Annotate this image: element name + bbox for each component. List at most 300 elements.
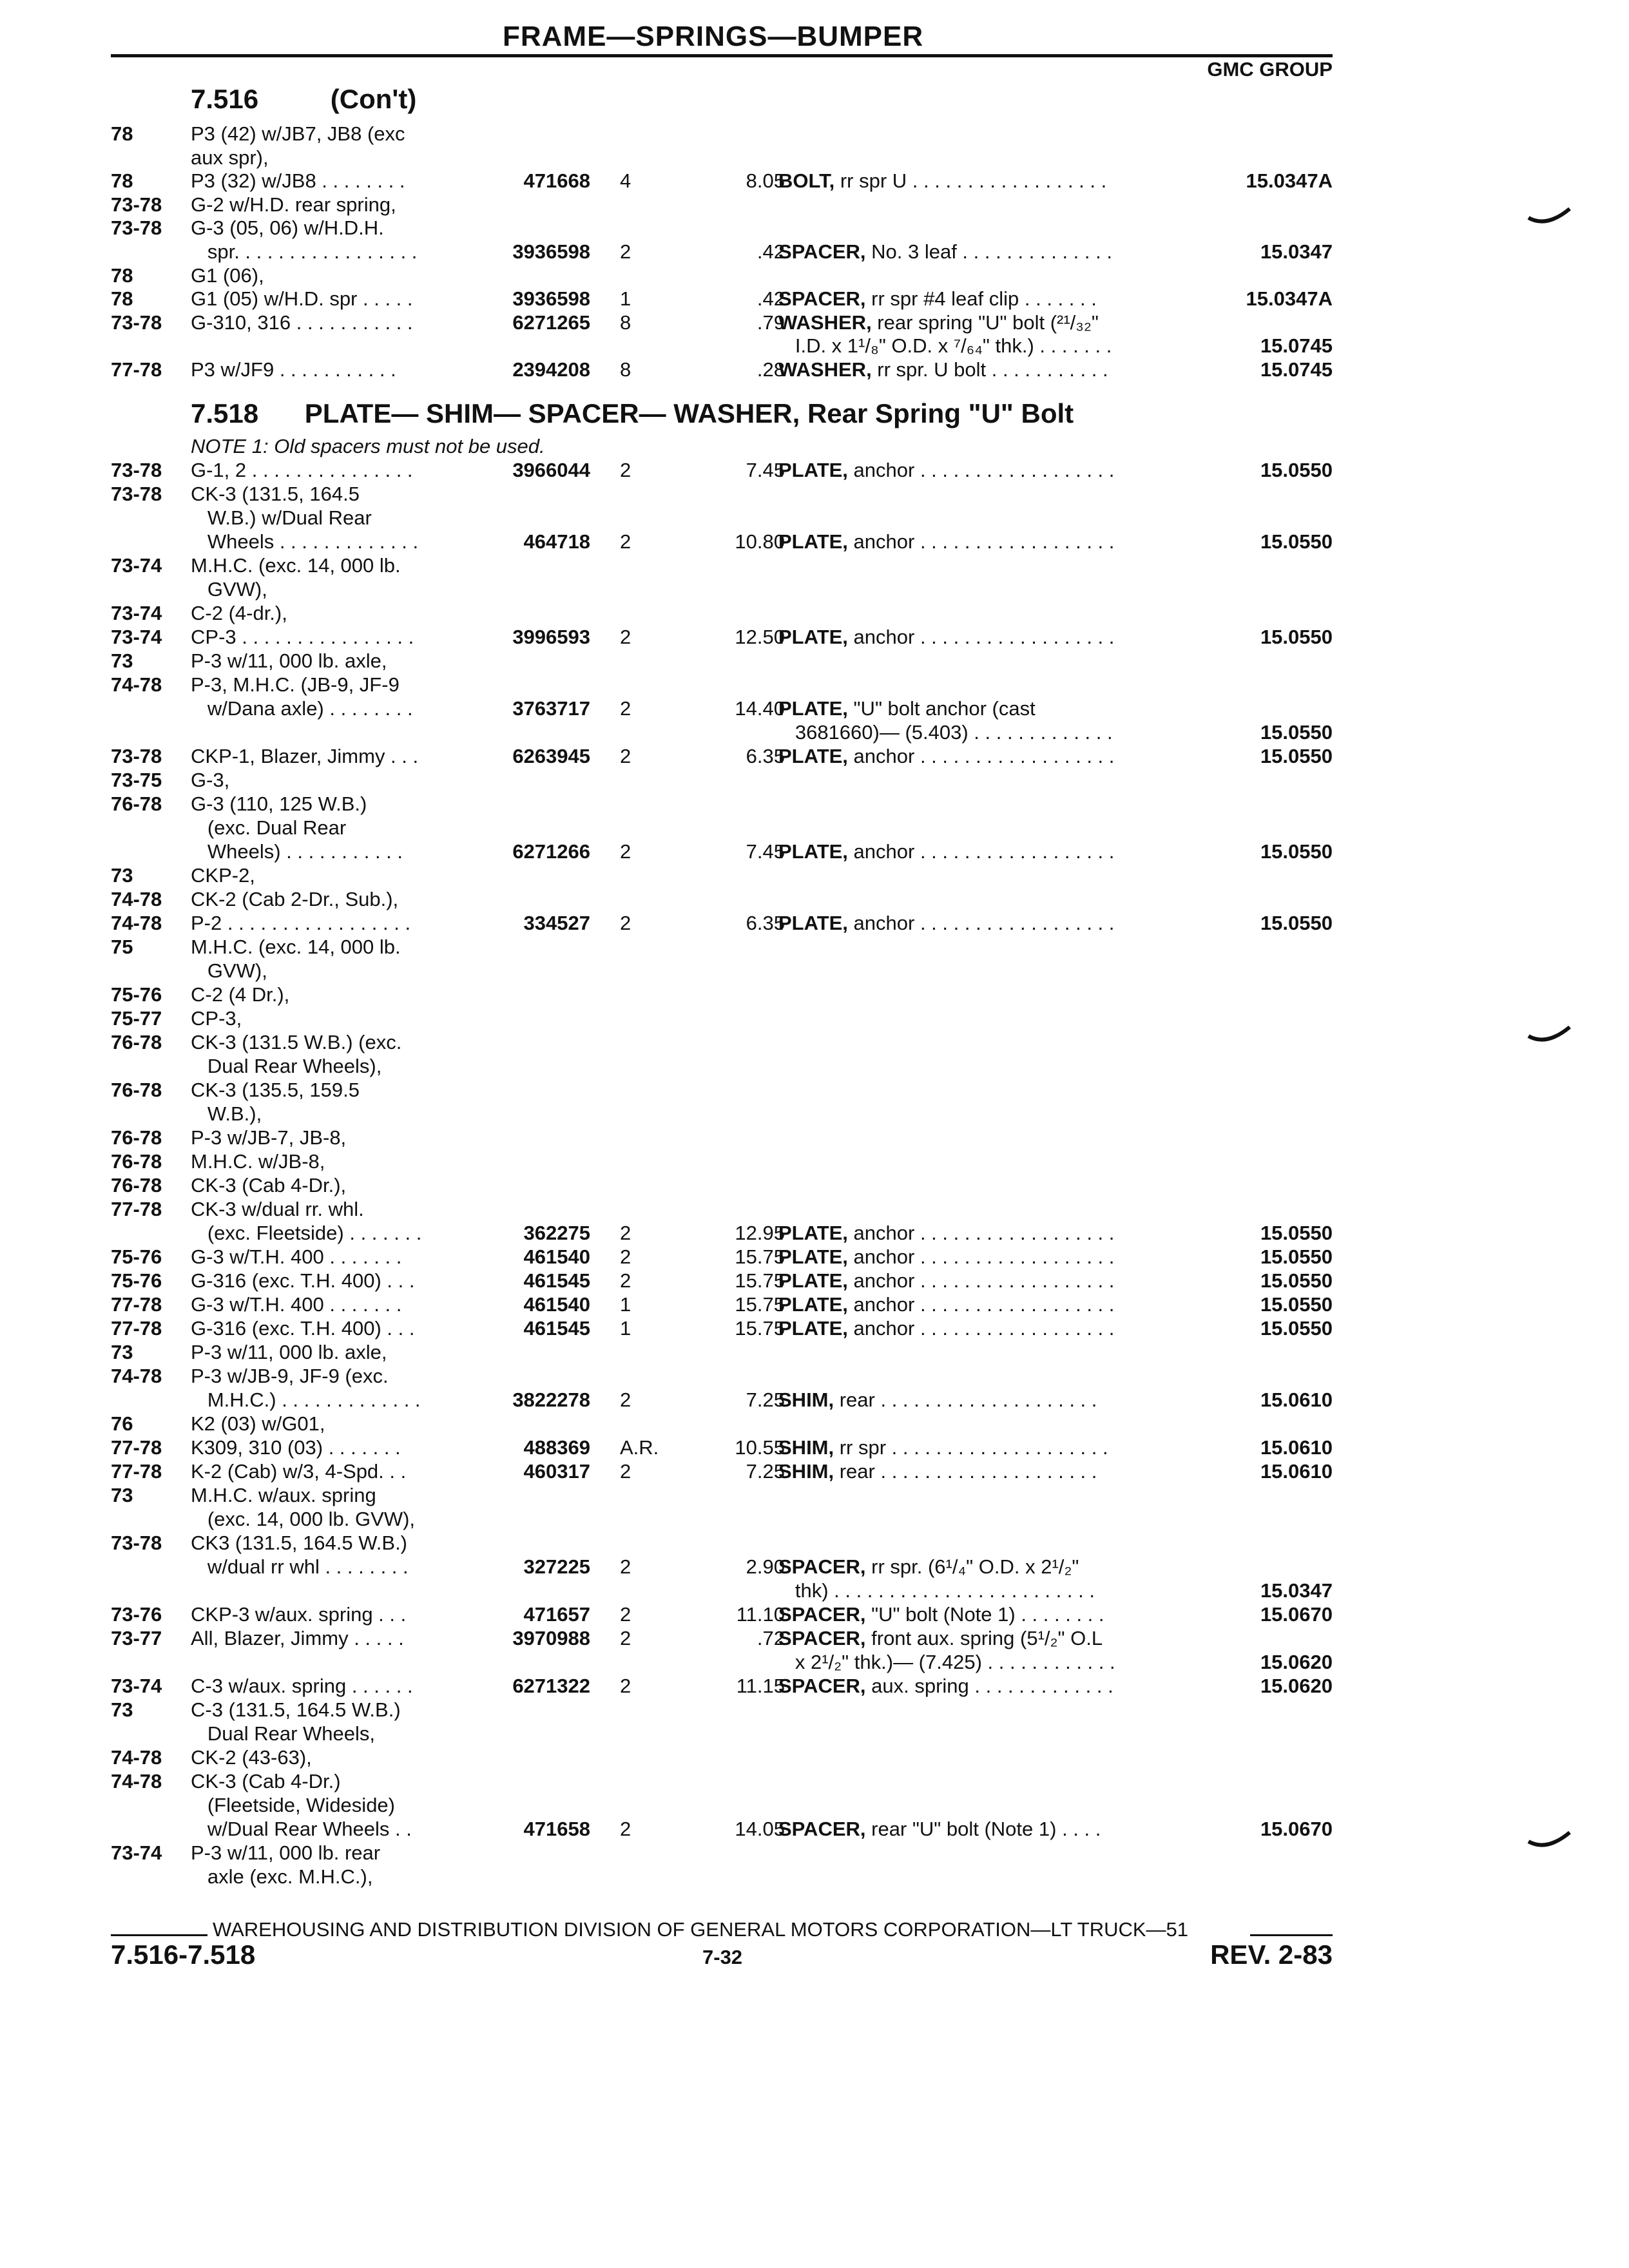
description	[778, 1460, 1097, 1483]
description	[778, 912, 1114, 935]
year-range: 74-78	[111, 673, 162, 696]
quantity: 2	[620, 1818, 631, 1840]
description	[778, 1436, 1108, 1459]
table-row	[0, 578, 1629, 602]
table-row	[0, 483, 1629, 507]
year-range: 73-74	[111, 1841, 162, 1864]
application: Dual Rear Wheels),	[191, 1055, 382, 1077]
table-row	[0, 1746, 1629, 1771]
section-number: 7.518	[191, 398, 259, 428]
price: 7.45	[746, 459, 785, 481]
item-detail: anchor . . . . . . . . . . . . . . . . . .	[847, 626, 1115, 648]
year-range: 76-78	[111, 1126, 162, 1149]
application: CK-3 (131.5, 164.5	[191, 483, 360, 505]
application: P-3 w/11, 000 lb. axle,	[191, 649, 387, 672]
reference-number: 15.0610	[1260, 1389, 1333, 1411]
part-number: 327225	[523, 1555, 590, 1578]
table-row	[0, 122, 1629, 147]
table-row	[0, 840, 1629, 865]
price: .28	[757, 358, 785, 381]
description	[778, 311, 1099, 334]
application: CK-3 w/dual rr. whl.	[191, 1198, 364, 1220]
year-range: 75-76	[111, 983, 162, 1006]
quantity: 1	[620, 1317, 631, 1340]
table-row	[0, 1389, 1629, 1413]
description	[778, 1627, 1103, 1650]
item-detail: rr spr #4 leaf clip . . . . . . .	[865, 287, 1097, 310]
table-row	[0, 1198, 1629, 1222]
item-detail: I.D. x 1¹/₈" O.D. x ⁷/₆₄" thk.) . . . . . . .	[778, 334, 1112, 357]
part-number: 362275	[523, 1222, 590, 1244]
part-number: 6271265	[512, 311, 590, 334]
year-range: 75-76	[111, 1269, 162, 1292]
application: W.B.) w/Dual Rear	[191, 506, 372, 529]
part-number: 2394208	[512, 358, 590, 381]
reference-number: 15.0550	[1260, 626, 1333, 648]
table-row	[0, 459, 1629, 483]
year-range: 73-74	[111, 1675, 162, 1697]
price: 12.50	[735, 626, 785, 648]
year-range: 73-74	[111, 626, 162, 648]
quantity: 2	[620, 1245, 631, 1268]
quantity: 2	[620, 1627, 631, 1649]
application: CKP-2,	[191, 864, 255, 887]
part-number: 461545	[523, 1317, 590, 1340]
application: CK-3 (131.5 W.B.) (exc.	[191, 1031, 402, 1053]
part-number: 3996593	[512, 626, 590, 648]
year-range: 77-78	[111, 1293, 162, 1316]
application: P-3 w/JB-9, JF-9 (exc.	[191, 1365, 389, 1387]
reference-number: 15.0347A	[1246, 169, 1333, 192]
part-number: 471657	[523, 1603, 590, 1626]
table-row	[0, 311, 1629, 336]
quantity: 2	[620, 1603, 631, 1626]
table-row	[0, 1436, 1629, 1461]
application: GVW),	[191, 959, 267, 982]
item-detail: rear . . . . . . . . . . . . . . . . . . . .	[834, 1460, 1097, 1483]
year-range: 73	[111, 649, 133, 672]
table-row	[0, 1603, 1629, 1628]
reference-number: 15.0550	[1260, 1245, 1333, 1268]
table-row	[0, 816, 1629, 841]
year-range: 77-78	[111, 1317, 162, 1340]
application: M.H.C. (exc. 14, 000 lb.	[191, 554, 401, 577]
reference-number: 15.0550	[1260, 530, 1333, 553]
application: G-3 (05, 06) w/H.D.H.	[191, 216, 384, 239]
application: M.H.C.) . . . . . . . . . . . . .	[191, 1389, 421, 1411]
footer-revision: REV. 2-83	[1210, 1939, 1333, 1970]
application: aux spr),	[191, 146, 269, 169]
table-row	[0, 626, 1629, 650]
table-row	[0, 1555, 1629, 1580]
year-range: 78	[111, 287, 133, 310]
item-detail: 3681660)— (5.403) . . . . . . . . . . . . .	[778, 721, 1113, 744]
application: K-2 (Cab) w/3, 4-Spd. . .	[191, 1460, 407, 1483]
quantity: 2	[620, 1389, 631, 1411]
application: P-3 w/11, 000 lb. rear	[191, 1841, 381, 1864]
application: P-3, M.H.C. (JB-9, JF-9	[191, 673, 400, 696]
year-range: 73-78	[111, 216, 162, 239]
item-name: SPACER,	[778, 1603, 866, 1626]
application: CKP-3 w/aux. spring . . .	[191, 1603, 407, 1626]
binder-tick-mark	[1527, 1024, 1572, 1048]
table-row	[0, 1532, 1629, 1556]
table-row	[0, 1484, 1629, 1508]
year-range: 73-74	[111, 554, 162, 577]
reference-number: 15.0610	[1260, 1460, 1333, 1483]
application: CK-3 (Cab 4-Dr.),	[191, 1174, 347, 1196]
description	[778, 169, 1106, 193]
application: M.H.C. w/aux. spring	[191, 1484, 376, 1506]
year-range: 73-78	[111, 483, 162, 505]
application: G-2 w/H.D. rear spring,	[191, 193, 396, 216]
item-detail: anchor . . . . . . . . . . . . . . . . . .	[847, 745, 1115, 767]
table-row	[0, 554, 1629, 579]
application: CP-3,	[191, 1007, 242, 1030]
table-row	[0, 602, 1629, 626]
table-row	[0, 745, 1629, 769]
year-range: 73-74	[111, 602, 162, 624]
section-heading-7518	[191, 398, 1074, 429]
table-row	[0, 649, 1629, 674]
application: P-3 w/JB-7, JB-8,	[191, 1126, 347, 1149]
page-title: FRAME—SPRINGS—BUMPER	[503, 21, 924, 52]
application: All, Blazer, Jimmy . . . . .	[191, 1627, 404, 1649]
part-number: 460317	[523, 1460, 590, 1483]
table-row	[0, 1150, 1629, 1175]
quantity: 2	[620, 1555, 631, 1578]
application: (exc. Dual Rear	[191, 816, 347, 839]
table-row	[0, 1841, 1629, 1866]
application: CP-3 . . . . . . . . . . . . . . . .	[191, 626, 414, 648]
description	[778, 334, 1112, 358]
year-range: 77-78	[111, 358, 162, 381]
item-detail: rr spr. U bolt . . . . . . . . . . .	[871, 358, 1108, 381]
reference-number: 15.0550	[1260, 1222, 1333, 1244]
year-range: 78	[111, 264, 133, 287]
table-row	[0, 264, 1629, 289]
reference-number: 15.0745	[1260, 334, 1333, 357]
application: w/Dana axle) . . . . . . . .	[191, 697, 413, 720]
year-range: 77-78	[111, 1436, 162, 1459]
year-range: 76	[111, 1412, 133, 1435]
item-detail: x 2¹/₂" thk.)— (7.425) . . . . . . . . . . . .	[778, 1651, 1115, 1673]
item-name: PLATE,	[778, 459, 848, 481]
table-row	[0, 959, 1629, 984]
table-row	[0, 793, 1629, 817]
section-title: (Con't)	[330, 84, 417, 114]
item-detail: anchor . . . . . . . . . . . . . . . . . .	[847, 1245, 1115, 1268]
application: G-3 w/T.H. 400 . . . . . . .	[191, 1293, 402, 1316]
item-detail: rr spr. (6¹/₄" O.D. x 2¹/₂"	[865, 1555, 1079, 1578]
year-range: 73-77	[111, 1627, 162, 1649]
part-number: 3936598	[512, 287, 590, 310]
year-range: 73	[111, 1484, 133, 1506]
price: 10.80	[735, 530, 785, 553]
year-range: 73-78	[111, 459, 162, 481]
table-row	[0, 1698, 1629, 1723]
table-row	[0, 1365, 1629, 1389]
description	[778, 240, 1112, 264]
table-row	[0, 1460, 1629, 1485]
application: P-2 . . . . . . . . . . . . . . . . .	[191, 912, 411, 934]
table-row	[0, 1245, 1629, 1270]
table-row	[0, 1317, 1629, 1341]
application: P3 (42) w/JB7, JB8 (exc	[191, 122, 405, 145]
table-row	[0, 1508, 1629, 1532]
year-range: 78	[111, 122, 133, 145]
reference-number: 15.0347	[1260, 1579, 1333, 1602]
application: (exc. 14, 000 lb. GVW),	[191, 1508, 416, 1530]
reference-number: 15.0550	[1260, 745, 1333, 767]
table-row	[0, 146, 1629, 171]
table-row	[0, 287, 1629, 312]
application: CK-3 (135.5, 159.5	[191, 1079, 360, 1101]
price: 15.75	[735, 1245, 785, 1268]
table-row	[0, 1722, 1629, 1747]
section-note: NOTE 1: Old spacers must not be used.	[191, 435, 545, 457]
description	[778, 840, 1114, 863]
table-row	[0, 1055, 1629, 1079]
item-name: SPACER,	[778, 1675, 866, 1697]
year-range: 77-78	[111, 1460, 162, 1483]
table-row	[0, 240, 1629, 265]
item-detail: front aux. spring (5¹/₂" O.L	[865, 1627, 1103, 1649]
application: (Fleetside, Wideside)	[191, 1794, 395, 1816]
application: Dual Rear Wheels,	[191, 1722, 375, 1745]
part-number: 334527	[523, 912, 590, 934]
quantity: 2	[620, 697, 631, 720]
item-name: PLATE,	[778, 1293, 848, 1316]
section-number: 7.516	[191, 84, 259, 114]
description	[778, 697, 1036, 720]
binder-tick-mark	[1527, 1830, 1572, 1853]
reference-number: 15.0550	[1260, 721, 1333, 744]
part-number: 461545	[523, 1269, 590, 1292]
application: Wheels . . . . . . . . . . . . .	[191, 530, 419, 553]
year-range: 76-78	[111, 793, 162, 815]
reference-number: 15.0670	[1260, 1818, 1333, 1840]
item-name: SPACER,	[778, 1818, 866, 1840]
item-detail: anchor . . . . . . . . . . . . . . . . . .	[847, 912, 1115, 934]
description	[778, 1675, 1113, 1698]
item-detail: anchor . . . . . . . . . . . . . . . . . .	[847, 530, 1115, 553]
part-number: 464718	[523, 530, 590, 553]
year-range: 73-78	[111, 745, 162, 767]
table-row	[0, 1341, 1629, 1365]
item-detail: "U" bolt anchor (cast	[847, 697, 1036, 720]
item-detail: rear . . . . . . . . . . . . . . . . . . . .	[834, 1389, 1097, 1411]
description	[778, 1579, 1095, 1602]
description	[778, 721, 1113, 744]
application: M.H.C. (exc. 14, 000 lb.	[191, 936, 401, 958]
item-detail: anchor . . . . . . . . . . . . . . . . . .	[847, 1269, 1115, 1292]
quantity: 2	[620, 1675, 631, 1697]
item-name: SPACER,	[778, 287, 866, 310]
part-number: 6271322	[512, 1675, 590, 1697]
application: W.B.),	[191, 1102, 262, 1125]
price: 6.35	[746, 912, 785, 934]
item-name: PLATE,	[778, 1222, 848, 1244]
application: G-1, 2 . . . . . . . . . . . . . . .	[191, 459, 413, 481]
quantity: 8	[620, 311, 631, 334]
item-detail: rear spring "U" bolt (²¹/₃₂"	[871, 311, 1099, 334]
item-name: PLATE,	[778, 840, 848, 863]
table-row	[0, 1079, 1629, 1103]
table-row	[0, 1222, 1629, 1246]
table-row	[0, 169, 1629, 194]
application: G-3,	[191, 769, 230, 791]
reference-number: 15.0550	[1260, 1293, 1333, 1316]
table-row	[0, 888, 1629, 912]
price: .42	[757, 240, 785, 263]
quantity: 2	[620, 745, 631, 767]
item-detail: rear "U" bolt (Note 1) . . . .	[865, 1818, 1101, 1840]
price: 8.05	[746, 169, 785, 192]
table-row	[0, 1031, 1629, 1055]
item-detail: anchor . . . . . . . . . . . . . . . . . .	[847, 1222, 1115, 1244]
table-row	[0, 936, 1629, 960]
part-number: 461540	[523, 1293, 590, 1316]
table-row	[0, 1818, 1629, 1842]
year-range: 75	[111, 936, 133, 958]
part-number: 471668	[523, 169, 590, 192]
description	[778, 287, 1097, 311]
table-row	[0, 1269, 1629, 1294]
quantity: 2	[620, 840, 631, 863]
item-detail: anchor . . . . . . . . . . . . . . . . . .	[847, 459, 1115, 481]
quantity: 8	[620, 358, 631, 381]
reference-number: 15.0620	[1260, 1675, 1333, 1697]
application: Wheels) . . . . . . . . . . .	[191, 840, 403, 863]
footer-section-range: 7.516-7.518	[111, 1939, 256, 1970]
price: 2.90	[746, 1555, 785, 1578]
item-detail: "U" bolt (Note 1) . . . . . . . .	[865, 1603, 1104, 1626]
description	[778, 1317, 1114, 1340]
year-range: 78	[111, 169, 133, 192]
year-range: 75-77	[111, 1007, 162, 1030]
table-row	[0, 1675, 1629, 1699]
item-name: PLATE,	[778, 697, 848, 720]
price: 6.35	[746, 745, 785, 767]
table-row	[0, 506, 1629, 531]
reference-number: 15.0670	[1260, 1603, 1333, 1626]
part-number: 3966044	[512, 459, 590, 481]
price: 7.25	[746, 1460, 785, 1483]
table-row	[0, 216, 1629, 241]
item-name: SHIM,	[778, 1389, 834, 1411]
item-name: PLATE,	[778, 530, 848, 553]
quantity: 2	[620, 1222, 631, 1244]
part-number: 6271266	[512, 840, 590, 863]
table-row	[0, 673, 1629, 698]
reference-number: 15.0347A	[1246, 287, 1333, 310]
table-row	[0, 334, 1629, 359]
description	[778, 1222, 1114, 1245]
item-detail: rr spr . . . . . . . . . . . . . . . . . . . .	[834, 1436, 1108, 1459]
table-row	[0, 1102, 1629, 1127]
reference-number: 15.0550	[1260, 840, 1333, 863]
year-range: 73-78	[111, 193, 162, 216]
application: (exc. Fleetside) . . . . . . .	[191, 1222, 422, 1244]
description	[778, 1555, 1079, 1579]
quantity: 2	[620, 459, 631, 481]
year-range: 73-75	[111, 769, 162, 791]
description	[778, 1245, 1114, 1269]
application: C-2 (4 Dr.),	[191, 983, 290, 1006]
application: M.H.C. w/JB-8,	[191, 1150, 325, 1173]
table-row	[0, 721, 1629, 745]
footer-rule-left	[111, 1934, 207, 1936]
reference-number: 15.0550	[1260, 1269, 1333, 1292]
application: K2 (03) w/G01,	[191, 1412, 325, 1435]
year-range: 77-78	[111, 1198, 162, 1220]
item-name: WASHER,	[778, 358, 872, 381]
item-name: SPACER,	[778, 1627, 866, 1649]
part-number: 461540	[523, 1245, 590, 1268]
application: C-3 (131.5, 164.5 W.B.)	[191, 1698, 401, 1721]
table-row	[0, 530, 1629, 555]
quantity: 1	[620, 1293, 631, 1316]
application: CK-2 (43-63),	[191, 1746, 312, 1769]
item-name: SHIM,	[778, 1436, 834, 1459]
table-row	[0, 1293, 1629, 1318]
description	[778, 626, 1114, 649]
application: K309, 310 (03) . . . . . . .	[191, 1436, 401, 1459]
price: 7.45	[746, 840, 785, 863]
description	[778, 1818, 1101, 1841]
table-row	[0, 983, 1629, 1008]
application: G-3 (110, 125 W.B.)	[191, 793, 367, 815]
year-range: 74-78	[111, 888, 162, 910]
description	[778, 459, 1114, 482]
year-range: 74-78	[111, 912, 162, 934]
application: G1 (05) w/H.D. spr . . . . .	[191, 287, 413, 310]
part-number: 3936598	[512, 240, 590, 263]
header-rule	[111, 54, 1333, 57]
description	[778, 1389, 1097, 1412]
quantity: 2	[620, 1460, 631, 1483]
description	[778, 1651, 1115, 1674]
table-row	[0, 1174, 1629, 1198]
application: P3 w/JF9 . . . . . . . . . . .	[191, 358, 396, 381]
price: 15.75	[735, 1317, 785, 1340]
item-name: SPACER,	[778, 240, 866, 263]
footer-text: WAREHOUSING AND DISTRIBUTION DIVISION OF GENERAL MOTORS CORPORATION—LT TRUCK—51	[213, 1918, 1189, 1941]
quantity: 4	[620, 169, 631, 192]
item-name: SPACER,	[778, 1555, 866, 1578]
application: GVW),	[191, 578, 267, 601]
binder-tick-mark	[1527, 206, 1572, 229]
quantity: 2	[620, 530, 631, 553]
quantity: A.R.	[620, 1436, 659, 1459]
item-detail: No. 3 leaf . . . . . . . . . . . . . .	[865, 240, 1112, 263]
quantity: 2	[620, 1269, 631, 1292]
item-name: PLATE,	[778, 912, 848, 934]
description	[778, 1293, 1114, 1316]
item-detail: anchor . . . . . . . . . . . . . . . . . .	[847, 1293, 1115, 1316]
reference-number: 15.0745	[1260, 358, 1333, 381]
year-range: 73	[111, 864, 133, 887]
price: 15.75	[735, 1293, 785, 1316]
price: .42	[757, 287, 785, 310]
item-name: SHIM,	[778, 1460, 834, 1483]
table-row	[0, 1865, 1629, 1890]
footer-rule-right	[1250, 1934, 1333, 1936]
price: 14.05	[735, 1818, 785, 1840]
application: w/Dual Rear Wheels . .	[191, 1818, 412, 1840]
quantity: 1	[620, 287, 631, 310]
